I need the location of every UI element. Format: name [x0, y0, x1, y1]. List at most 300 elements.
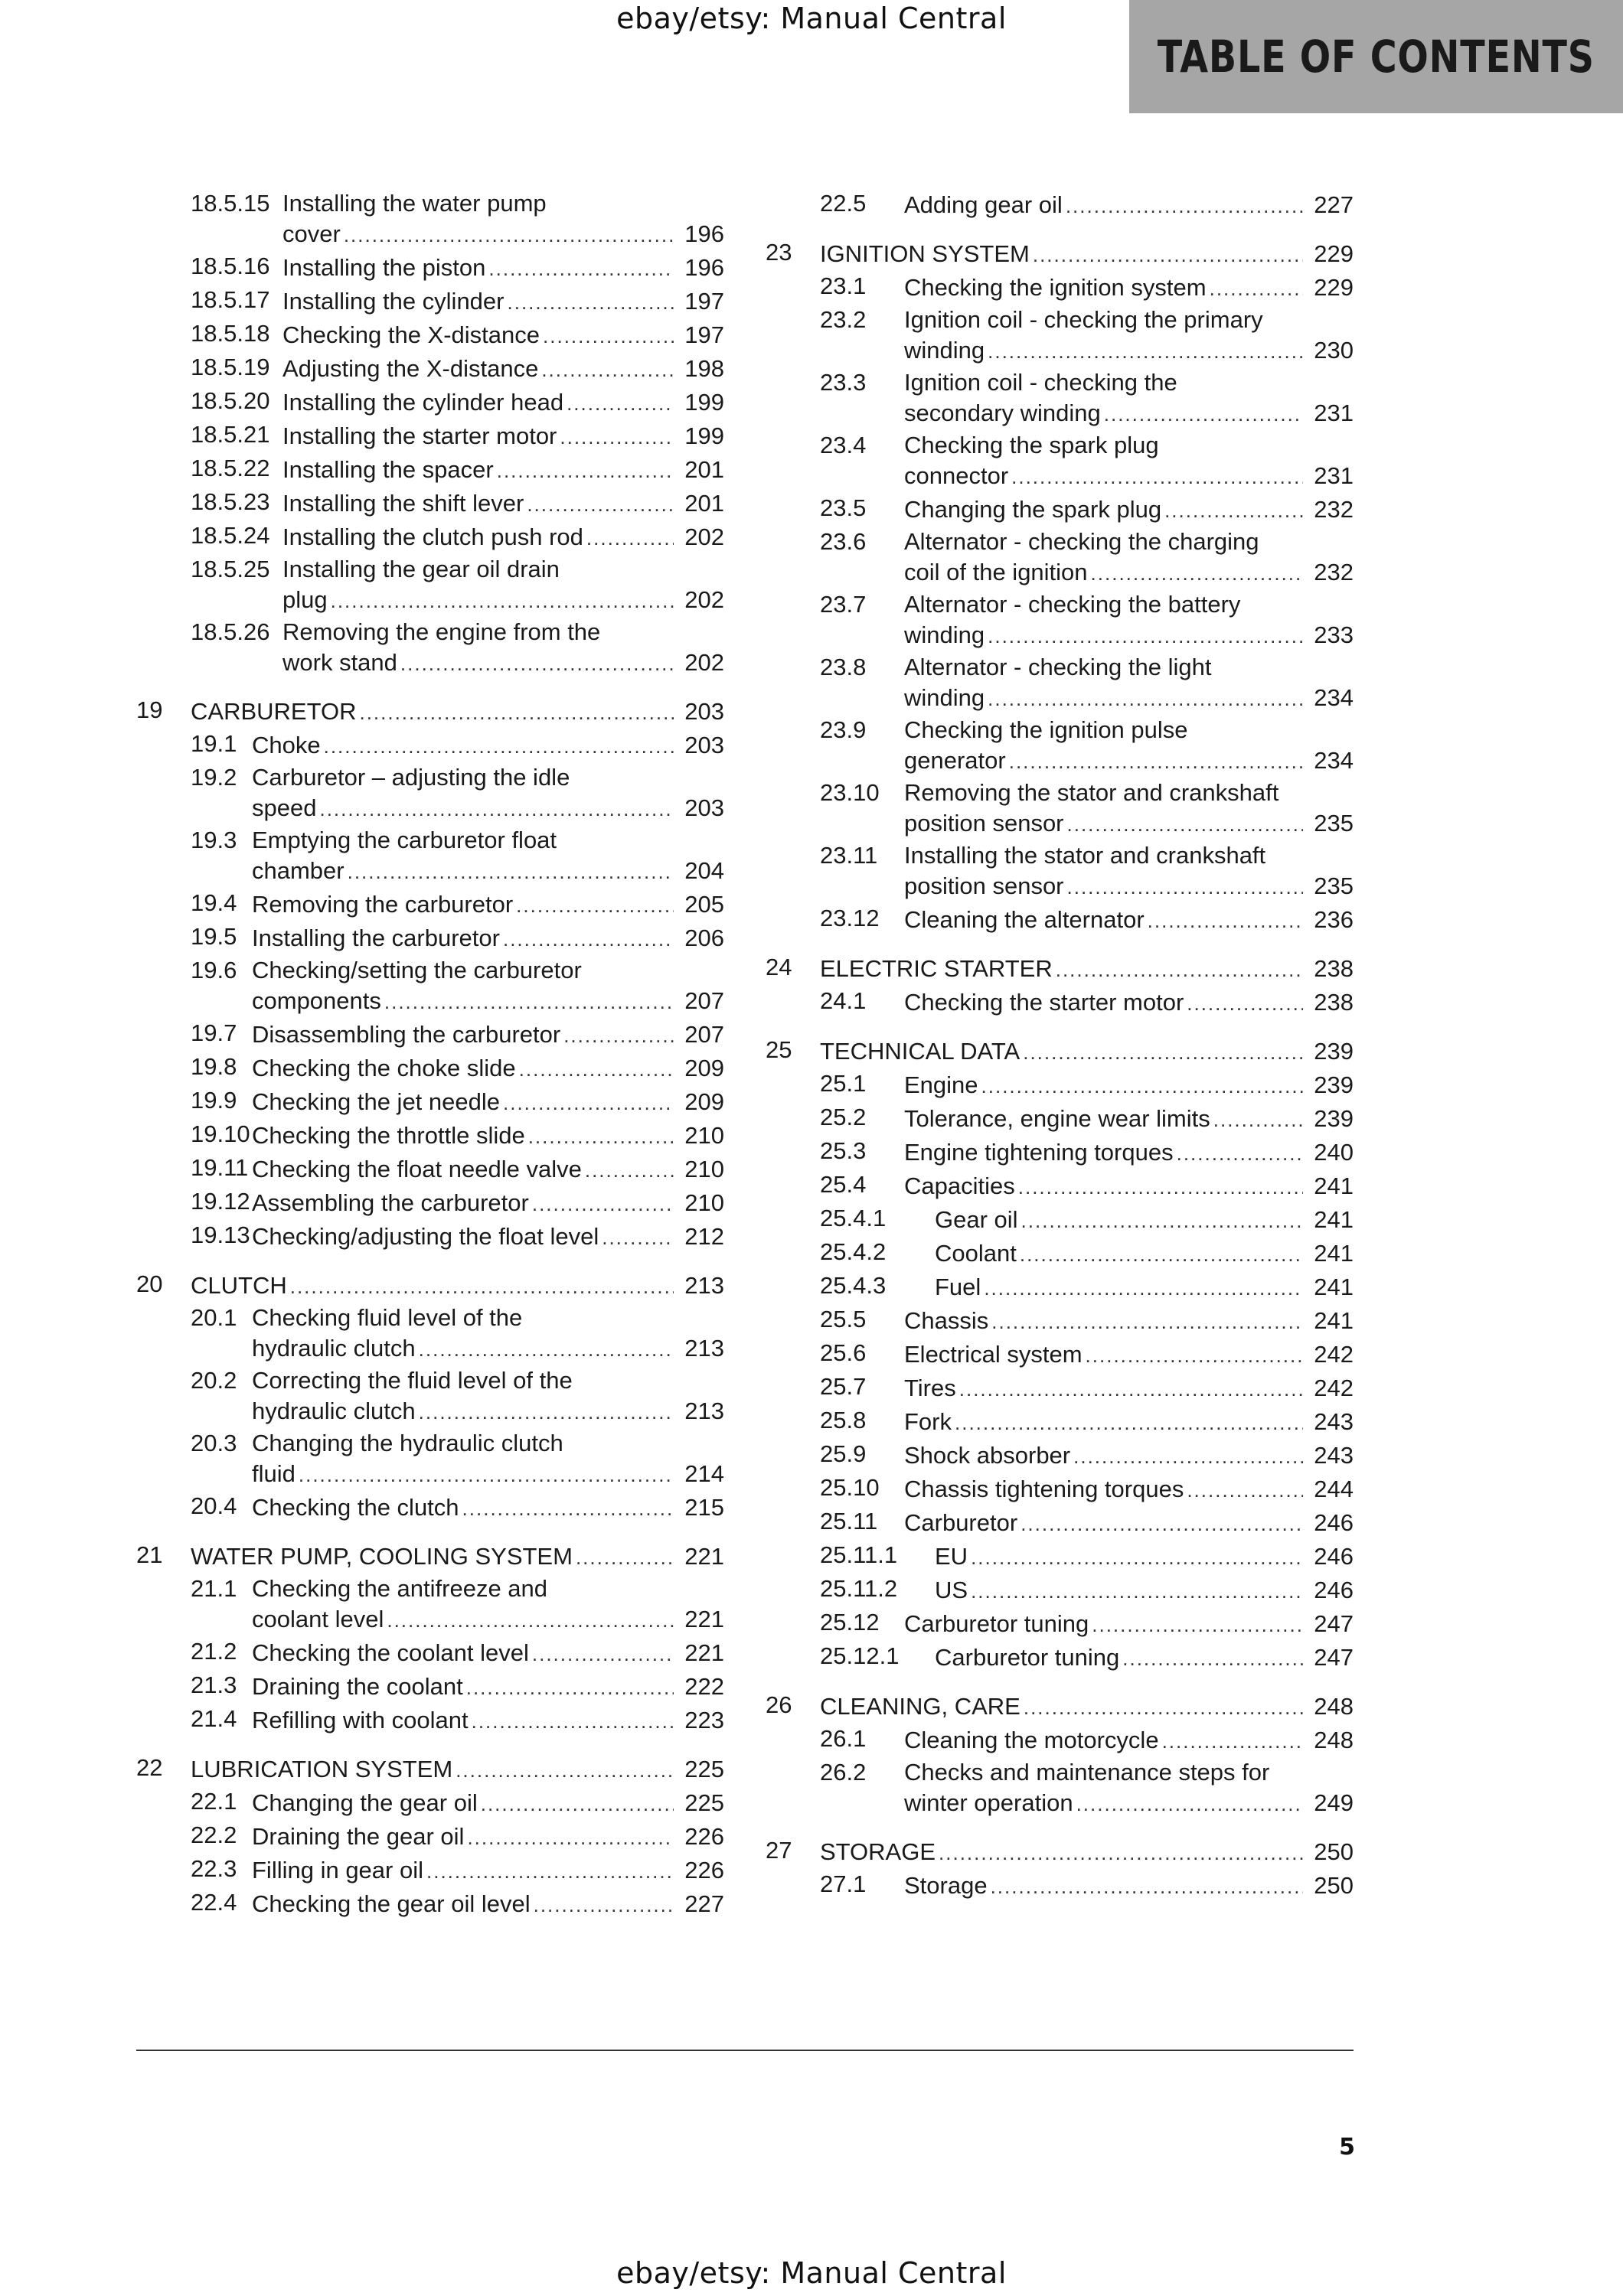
- toc-entry-leader-row: [252, 923, 724, 954]
- dot-leader: [400, 648, 674, 679]
- dot-leader: [576, 1542, 674, 1573]
- toc-entry-leader-row: [820, 239, 1354, 269]
- toc-entry-leader-row: [904, 1373, 1354, 1404]
- toc-entry-page: 239: [1314, 1038, 1354, 1065]
- toc-entry-number: 21.3: [191, 1671, 237, 1698]
- toc-entry-page: 248: [1314, 1727, 1354, 1753]
- toc-entry-title: Installing the starter motor: [282, 422, 557, 449]
- toc-entry[interactable]: [136, 1117, 724, 1151]
- toc-entry[interactable]: [766, 1404, 1354, 1437]
- dot-leader: [534, 1890, 674, 1920]
- dot-leader: [1164, 495, 1303, 526]
- toc-chapter-entry[interactable]: [136, 1538, 724, 1572]
- toc-entry[interactable]: [136, 317, 724, 351]
- toc-entry-title-line: Alternator - checking the light: [904, 654, 1212, 680]
- toc-entry[interactable]: [766, 984, 1354, 1018]
- toc-entry-number: 25.4: [820, 1171, 867, 1198]
- toc-entry-number: 20.3: [191, 1430, 237, 1456]
- toc-entry[interactable]: [136, 1364, 724, 1427]
- toc-entry[interactable]: [136, 1084, 724, 1117]
- toc-entry-number: 25.12: [820, 1609, 880, 1636]
- toc-entry-page: 246: [1314, 1509, 1354, 1536]
- toc-entry-page: 202: [684, 586, 724, 613]
- toc-chapter-entry[interactable]: [766, 951, 1354, 984]
- toc-entry-title: position sensor: [904, 810, 1064, 837]
- dot-leader: [988, 621, 1303, 651]
- toc-entry-page: 232: [1314, 559, 1354, 585]
- toc-entry[interactable]: [766, 713, 1354, 776]
- toc-entry-number: 26.1: [820, 1725, 867, 1752]
- dot-leader: [1073, 1441, 1303, 1472]
- toc-entry-title-line: Installing the water pump: [282, 190, 547, 217]
- toc-entry[interactable]: [136, 1050, 724, 1084]
- toc-entry-title-line: Removing the stator and crankshaft: [904, 779, 1279, 806]
- toc-entry-leader-row: [904, 1306, 1354, 1336]
- toc-entry[interactable]: [136, 886, 724, 920]
- dot-leader: [1067, 872, 1303, 902]
- toc-entry[interactable]: [136, 1151, 724, 1185]
- toc-entry-page: 223: [684, 1707, 724, 1733]
- dot-leader: [488, 253, 674, 284]
- toc-entry-title-line: Installing the stator and crankshaft: [904, 842, 1266, 869]
- section-gap: [136, 678, 724, 693]
- toc-entry[interactable]: [766, 1756, 1354, 1818]
- toc-entry-number: 24.1: [820, 987, 867, 1014]
- toc-entry-number: 23.1: [820, 272, 867, 299]
- toc-entry-title-line: Installing the gear oil drain: [282, 556, 560, 582]
- toc-entry-leader-row: [252, 1705, 724, 1736]
- toc-entry-page: 210: [684, 1156, 724, 1182]
- toc-entry-leader-row: [252, 856, 724, 886]
- toc-entry[interactable]: [766, 1101, 1354, 1134]
- toc-entry-title: fluid: [252, 1460, 296, 1487]
- toc-chapter-entry[interactable]: [136, 1267, 724, 1301]
- toc-entry[interactable]: [766, 1639, 1354, 1673]
- toc-entry-leader-row: [252, 1671, 724, 1702]
- toc-entry-page: 239: [1314, 1071, 1354, 1098]
- toc-entry-page: 242: [1314, 1341, 1354, 1368]
- toc-entry[interactable]: [766, 1722, 1354, 1756]
- toc-entry-page: 247: [1314, 1610, 1354, 1637]
- toc-entry-title: Checking the gear oil level: [252, 1890, 531, 1917]
- toc-entry[interactable]: [766, 1606, 1354, 1639]
- toc-chapter-entry[interactable]: [136, 1751, 724, 1785]
- toc-entry-number: 23.5: [820, 494, 867, 521]
- toc-entry-leader-row: [252, 1396, 724, 1427]
- toc-entry-page: 207: [684, 987, 724, 1014]
- toc-entry[interactable]: [766, 1235, 1354, 1269]
- toc-entry-title-line: Removing the engine from the: [282, 618, 601, 645]
- dot-leader: [988, 683, 1303, 714]
- toc-chapter-entry[interactable]: [766, 1688, 1354, 1722]
- toc-entry-leader-row: [252, 1221, 724, 1252]
- toc-entry[interactable]: [766, 1336, 1354, 1370]
- toc-entry-leader-row: [820, 954, 1354, 984]
- toc-entry-title: winter operation: [904, 1789, 1073, 1816]
- toc-entry-number: 25.12.1: [820, 1642, 900, 1669]
- toc-entry-page: 221: [684, 1543, 724, 1570]
- toc-entry[interactable]: [136, 283, 724, 317]
- toc-entry[interactable]: [136, 1785, 724, 1818]
- toc-entry-leader-row: [252, 730, 724, 761]
- toc-entry[interactable]: [766, 776, 1354, 839]
- toc-entry[interactable]: [136, 1016, 724, 1050]
- toc-entry-title-line: Emptying the carburetor float: [252, 827, 557, 853]
- section-gap: [136, 1736, 724, 1751]
- toc-entry-title: Carburetor tuning: [904, 1610, 1089, 1637]
- toc-entry-page: 234: [1314, 747, 1354, 774]
- toc-entry-leader-row: [904, 1339, 1354, 1370]
- toc-entry-title-line: Checking fluid level of the: [252, 1304, 523, 1331]
- toc-entry[interactable]: [136, 351, 724, 384]
- toc-entry[interactable]: [136, 920, 724, 954]
- toc-entry-page: 241: [1314, 1240, 1354, 1267]
- dot-leader: [419, 1397, 674, 1427]
- toc-entry-leader-row: [252, 1821, 724, 1852]
- toc-entry[interactable]: [766, 651, 1354, 713]
- toc-entry-number: 24: [766, 954, 792, 980]
- dot-leader: [466, 1672, 674, 1703]
- toc-entry-page: 202: [684, 523, 724, 550]
- toc-entry[interactable]: [766, 1269, 1354, 1303]
- watermark-top: ebay/etsy: Manual Central: [616, 2, 1007, 35]
- toc-chapter-entry[interactable]: [766, 236, 1354, 269]
- toc-entry[interactable]: [136, 1702, 724, 1736]
- toc-entry[interactable]: [766, 491, 1354, 525]
- dot-leader: [467, 1822, 674, 1853]
- toc-entry-number: 25.10: [820, 1474, 880, 1501]
- toc-entry-leader-row: [904, 1440, 1354, 1471]
- toc-entry-page: 213: [684, 1335, 724, 1362]
- toc-entry-title: Installing the piston: [282, 254, 486, 281]
- section-gap: [766, 1673, 1354, 1688]
- toc-entry[interactable]: [766, 1505, 1354, 1538]
- toc-entry[interactable]: [766, 303, 1354, 366]
- dot-leader: [1009, 746, 1303, 777]
- toc-entry-number: 20.1: [191, 1304, 237, 1331]
- dot-leader: [585, 1155, 674, 1186]
- toc-entry[interactable]: [136, 1301, 724, 1364]
- toc-entry-leader-row: [191, 1754, 724, 1785]
- toc-entry[interactable]: [766, 1067, 1354, 1101]
- toc-entry-title: Tires: [904, 1375, 956, 1401]
- toc-entry-leader-row: [282, 488, 724, 519]
- toc-entry-title: IGNITION SYSTEM: [820, 240, 1030, 267]
- toc-entry-title: Checking the clutch: [252, 1494, 459, 1521]
- toc-entry-page: 213: [684, 1272, 724, 1299]
- toc-entry[interactable]: [766, 187, 1354, 220]
- toc-entry-page: 241: [1314, 1274, 1354, 1300]
- dot-leader: [1018, 1172, 1303, 1202]
- toc-entry-title: Capacities: [904, 1172, 1015, 1199]
- toc-entry[interactable]: [136, 384, 724, 418]
- toc-entry-page: 247: [1314, 1644, 1354, 1671]
- toc-entry[interactable]: [136, 1668, 724, 1702]
- toc-entry[interactable]: [136, 1818, 724, 1852]
- toc-entry-page: 213: [684, 1397, 724, 1424]
- toc-entry[interactable]: [766, 1437, 1354, 1471]
- toc-entry-number: 25.3: [820, 1137, 867, 1164]
- toc-entry-number: 18.5.17: [191, 286, 270, 313]
- toc-entry-page: 230: [1314, 337, 1354, 364]
- toc-entry[interactable]: [766, 839, 1354, 902]
- toc-right-column: [766, 187, 1354, 1901]
- toc-entry[interactable]: [766, 429, 1354, 491]
- section-gap: [766, 1018, 1354, 1033]
- toc-entry-page: 250: [1314, 1838, 1354, 1865]
- dot-leader: [971, 1576, 1303, 1606]
- toc-entry-number: 18.5.21: [191, 421, 270, 448]
- toc-entry-page: 198: [684, 355, 724, 382]
- toc-entry-title: STORAGE: [820, 1838, 936, 1865]
- toc-entry-title: hydraulic clutch: [252, 1335, 416, 1362]
- toc-entry-page: 202: [684, 649, 724, 676]
- toc-entry-leader-row: [252, 1333, 724, 1364]
- toc-entry[interactable]: [136, 1572, 724, 1635]
- toc-entry[interactable]: [766, 902, 1354, 935]
- toc-chapter-entry[interactable]: [766, 1033, 1354, 1067]
- toc-entry-title: secondary winding: [904, 400, 1101, 426]
- toc-entry-leader-row: [252, 1889, 724, 1919]
- toc-entry-page: 227: [1314, 191, 1354, 218]
- dot-leader: [532, 1189, 674, 1219]
- toc-entry-leader-row: [904, 398, 1354, 429]
- toc-entry-leader-row: [904, 620, 1354, 651]
- toc-entry[interactable]: [136, 1635, 724, 1668]
- dot-leader: [532, 1639, 674, 1669]
- toc-entry[interactable]: [136, 1218, 724, 1252]
- toc-entry[interactable]: [766, 1572, 1354, 1606]
- dot-leader: [290, 1271, 674, 1302]
- toc-entry-number: 23.7: [820, 591, 867, 618]
- toc-entry-title: Changing the spark plug: [904, 496, 1162, 523]
- toc-chapter-entry[interactable]: [766, 1834, 1354, 1867]
- toc-entry-title: Checking the float needle valve: [252, 1156, 582, 1182]
- toc-entry-title: Changing the gear oil: [252, 1789, 478, 1816]
- toc-entry-title: Checking the jet needle: [252, 1088, 501, 1115]
- toc-entry-leader-row: [252, 1120, 724, 1151]
- toc-entry-page: 201: [684, 456, 724, 483]
- toc-entry[interactable]: [766, 525, 1354, 588]
- toc-entry[interactable]: [766, 1168, 1354, 1202]
- toc-entry[interactable]: [766, 1303, 1354, 1336]
- toc-entry-leader-row: [935, 1642, 1354, 1673]
- toc-entry-title: LUBRICATION SYSTEM: [191, 1756, 453, 1782]
- toc-entry-page: 241: [1314, 1307, 1354, 1334]
- dot-leader: [991, 1306, 1303, 1337]
- toc-entry[interactable]: [766, 1202, 1354, 1235]
- dot-leader: [567, 388, 674, 419]
- toc-entry-number: 25.5: [820, 1306, 867, 1332]
- toc-entry-title: Coolant: [935, 1240, 1017, 1267]
- toc-entry[interactable]: [766, 269, 1354, 303]
- dot-leader: [1020, 1239, 1303, 1270]
- dot-leader: [503, 924, 674, 954]
- toc-entry-page: 210: [684, 1189, 724, 1216]
- toc-entry-leader-row: [904, 1870, 1354, 1901]
- toc-entry[interactable]: [766, 366, 1354, 429]
- toc-entry-title: winding: [904, 684, 985, 711]
- toc-entry-number: 22.1: [191, 1788, 237, 1815]
- toc-entry-page: 199: [684, 389, 724, 416]
- toc-entry-leader-row: [904, 1609, 1354, 1639]
- toc-entry-number: 23.3: [820, 369, 867, 396]
- toc-entry-number: 23: [766, 239, 792, 266]
- toc-entry[interactable]: [766, 1867, 1354, 1901]
- toc-entry-title-line: Alternator - checking the charging: [904, 528, 1259, 555]
- toc-entry[interactable]: [136, 615, 724, 678]
- toc-entry-page: 235: [1314, 810, 1354, 837]
- toc-entry[interactable]: [136, 954, 724, 1016]
- toc-entry-number: 25.1: [820, 1070, 867, 1097]
- toc-entry-leader-row: [252, 1604, 724, 1635]
- dot-leader: [1091, 558, 1303, 589]
- toc-entry[interactable]: [766, 1471, 1354, 1505]
- toc-entry-leader-row: [904, 745, 1354, 776]
- toc-entry-title: plug: [282, 586, 328, 613]
- toc-entry[interactable]: [766, 588, 1354, 651]
- toc-entry-page: 241: [1314, 1172, 1354, 1199]
- toc-entry-leader-row: [904, 1137, 1354, 1168]
- toc-entry-page: 206: [684, 925, 724, 951]
- toc-entry-leader-row: [904, 1508, 1354, 1538]
- section-gap: [136, 1252, 724, 1267]
- toc-entry-number: 19.10: [191, 1120, 250, 1147]
- toc-entry[interactable]: [136, 1427, 724, 1489]
- toc-entry-page: 246: [1314, 1577, 1354, 1603]
- toc-entry-leader-row: [282, 421, 724, 452]
- dot-leader: [971, 1542, 1303, 1573]
- toc-entry-number: 26: [766, 1691, 792, 1718]
- toc-entry[interactable]: [136, 761, 724, 823]
- dot-leader: [991, 1871, 1303, 1902]
- dot-leader: [516, 890, 674, 921]
- toc-entry[interactable]: [766, 1538, 1354, 1572]
- toc-entry-number: 18.5.18: [191, 320, 270, 347]
- dot-leader: [1076, 1789, 1303, 1819]
- toc-entry-leader-row: [820, 1036, 1354, 1067]
- dot-leader: [1067, 809, 1303, 840]
- toc-entry[interactable]: [136, 187, 724, 249]
- toc-entry-number: 25.4.3: [820, 1272, 887, 1299]
- toc-entry-leader-row: [935, 1272, 1354, 1303]
- toc-entry-number: 22.4: [191, 1889, 237, 1916]
- toc-entry-number: 25.6: [820, 1339, 867, 1366]
- toc-entry[interactable]: [136, 418, 724, 452]
- toc-entry-number: 25.11.1: [820, 1541, 898, 1568]
- toc-entry-number: 18.5.20: [191, 387, 270, 414]
- toc-entry-leader-row: [904, 272, 1354, 303]
- dot-leader: [348, 856, 674, 887]
- toc-entry[interactable]: [136, 249, 724, 283]
- toc-entry[interactable]: [136, 1886, 724, 1919]
- section-gap: [766, 935, 1354, 951]
- toc-entry-number: 19: [136, 696, 163, 723]
- toc-entry-title: Installing the carburetor: [252, 925, 500, 951]
- dot-leader: [939, 1838, 1303, 1868]
- toc-entry-page: 214: [684, 1460, 724, 1487]
- toc-entry[interactable]: [136, 553, 724, 615]
- toc-entry-title-line: Ignition coil - checking the: [904, 369, 1177, 396]
- toc-entry-title: Adjusting the X-distance: [282, 355, 539, 382]
- toc-entry-number: 19.3: [191, 827, 237, 853]
- toc-entry-page: 238: [1314, 989, 1354, 1016]
- toc-entry-leader-row: [904, 1474, 1354, 1505]
- toc-entry-number: 19.2: [191, 764, 237, 791]
- toc-entry[interactable]: [136, 485, 724, 519]
- toc-entry-leader-row: [935, 1575, 1354, 1606]
- dot-leader: [528, 1121, 674, 1152]
- toc-entry-leader-row: [282, 354, 724, 384]
- toc-entry-title: Checking the choke slide: [252, 1055, 516, 1081]
- toc-entry-leader-row: [904, 683, 1354, 713]
- toc-entry-title: Filling in gear oil: [252, 1857, 423, 1883]
- toc-entry-title: Cleaning the motorcycle: [904, 1727, 1159, 1753]
- dot-leader: [344, 220, 674, 250]
- dot-leader: [959, 1374, 1303, 1404]
- toc-entry-title-line: Checking the antifreeze and: [252, 1575, 548, 1602]
- toc-entry-number: 27.1: [820, 1870, 867, 1897]
- toc-entry-page: 225: [684, 1789, 724, 1816]
- toc-entry-number: 21.2: [191, 1638, 237, 1665]
- toc-entry-leader-row: [252, 1459, 724, 1489]
- toc-entry-page: 204: [684, 857, 724, 884]
- toc-entry-leader-row: [191, 1541, 724, 1572]
- dot-leader: [560, 422, 674, 452]
- toc-entry-page: 205: [684, 891, 724, 918]
- toc-chapter-entry[interactable]: [136, 693, 724, 727]
- toc-entry-leader-row: [191, 696, 724, 727]
- toc-entry-title: Checking the throttle slide: [252, 1122, 525, 1149]
- section-tab: [1129, 0, 1623, 113]
- toc-entry-number: 25.2: [820, 1104, 867, 1130]
- toc-entry-number: 20: [136, 1270, 163, 1297]
- dot-leader: [331, 585, 674, 616]
- toc-entry[interactable]: [136, 1852, 724, 1886]
- toc-entry-title: Checking the ignition system: [904, 274, 1207, 301]
- toc-entry-number: 18.5.23: [191, 488, 270, 515]
- toc-entry-title: Installing the cylinder head: [282, 389, 564, 416]
- toc-entry-number: 19.7: [191, 1019, 237, 1046]
- toc-entry-leader-row: [904, 494, 1354, 525]
- toc-entry[interactable]: [766, 1370, 1354, 1404]
- toc-entry[interactable]: [136, 519, 724, 553]
- toc-entry-title: Refilling with coolant: [252, 1707, 469, 1733]
- toc-entry-number: 23.2: [820, 306, 867, 333]
- toc-entry-page: 203: [684, 698, 724, 725]
- toc-entry[interactable]: [766, 1134, 1354, 1168]
- toc-entry-page: 236: [1314, 906, 1354, 933]
- toc-entry-title: components: [252, 987, 381, 1014]
- section-gap: [136, 1523, 724, 1538]
- toc-entry-page: 203: [684, 732, 724, 758]
- toc-entry[interactable]: [136, 823, 724, 886]
- toc-entry-number: 22.5: [820, 190, 867, 217]
- toc-entry[interactable]: [136, 727, 724, 761]
- toc-entry-number: 18.5.22: [191, 455, 270, 481]
- toc-entry-number: 22.3: [191, 1855, 237, 1882]
- toc-entry-page: 226: [684, 1823, 724, 1850]
- toc-entry[interactable]: [136, 1185, 724, 1218]
- dot-leader: [319, 794, 674, 824]
- toc-entry-page: 229: [1314, 274, 1354, 301]
- toc-entry-title: Tolerance, engine wear limits: [904, 1105, 1210, 1132]
- toc-entry-number: 23.4: [820, 432, 867, 458]
- toc-entry-title: US: [935, 1577, 968, 1603]
- toc-entry[interactable]: [136, 452, 724, 485]
- toc-entry-number: 25.4.1: [820, 1205, 887, 1231]
- toc-entry[interactable]: [136, 1489, 724, 1523]
